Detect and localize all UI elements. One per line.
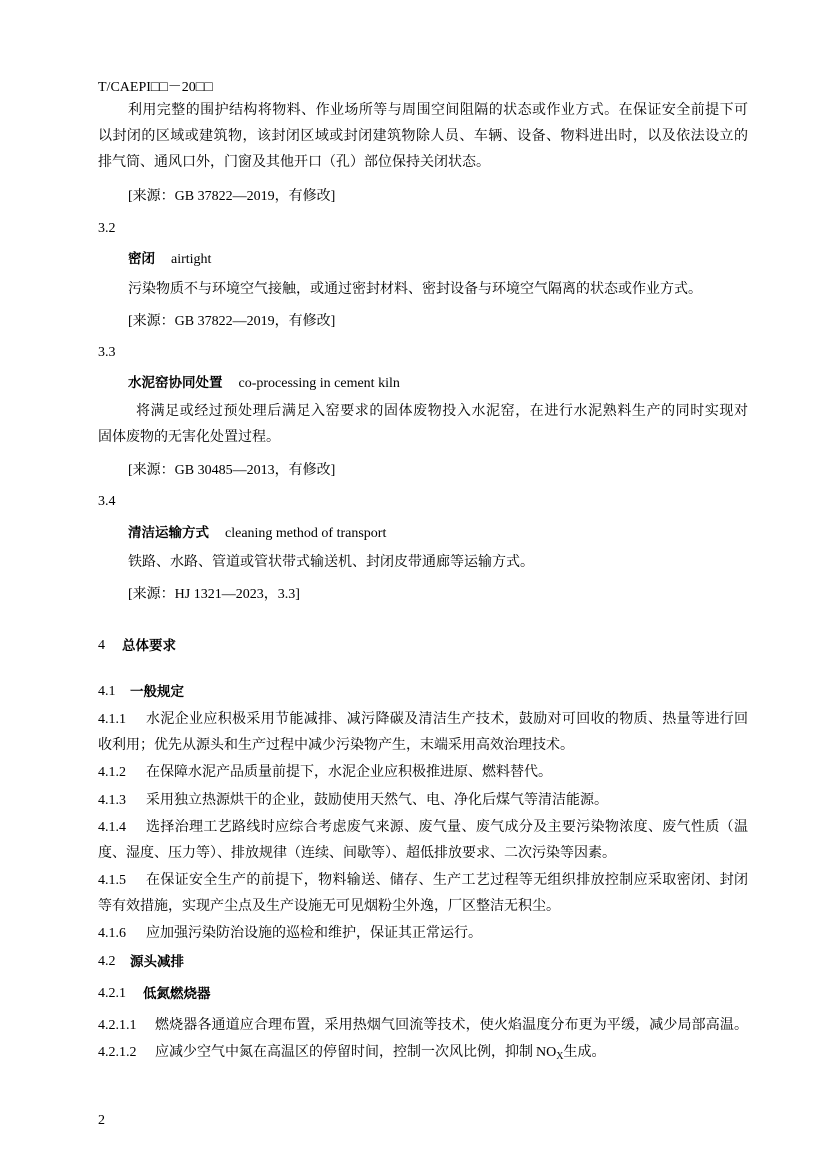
clause-text-before: 应减少空气中氮在高温区的停留时间，控制一次风比例，抑制	[155, 1045, 533, 1060]
clause-text-line: 度、湿度、压力等）、排放规律（连续、间歇等）、超低排放要求、二次污染等因素。	[98, 846, 616, 861]
page-number: 2	[98, 1113, 105, 1128]
source-note: [来源：GB 30485—2013，有修改]	[128, 463, 336, 478]
clause-number: 4.1.4	[98, 820, 126, 835]
definition-line: 以封闭的区域或建筑物，该封闭区域或封闭建筑物除人员、车辆、设备、物料进出时，以及依法设立的	[98, 129, 748, 144]
source-note: [来源：HJ 1321—2023，3.3]	[128, 587, 300, 602]
term-chinese: 水泥窑协同处置	[128, 375, 223, 391]
document-code: T/CAEPI□□－20□□	[98, 80, 213, 95]
clause-text-line: 采用独立热源烘干的企业，鼓励使用天然气、电、净化后煤气等清洁能源。	[146, 793, 608, 808]
source-note: [来源：GB 37822—2019，有修改]	[128, 189, 336, 204]
subsection-title: 低氮燃烧器	[143, 986, 211, 1002]
definition-line: 排气筒、通风口外，门窗及其他开口（孔）部位保持关闭状态。	[98, 155, 490, 170]
term-english: airtight	[171, 252, 212, 267]
clause-text-line: 燃烧器各通道应合理布置，采用热烟气回流等技术，使火焰温度分布更为平缓，减少局部高温。	[155, 1018, 748, 1033]
term-chinese: 密闭	[128, 251, 155, 267]
term-heading	[128, 373, 400, 393]
term-english: cleaning method of transport	[225, 526, 387, 541]
clause-text-line: 应加强污染防治设施的巡检和维护，保证其正常运行。	[146, 926, 482, 941]
source-note: [来源：GB 37822—2019，有修改]	[128, 314, 336, 329]
term-heading	[128, 523, 386, 543]
nox-formula	[536, 1045, 563, 1060]
term-heading	[128, 249, 211, 269]
clause-text-after: 生成。	[563, 1045, 606, 1060]
clause-number: 4.2.1.2	[98, 1045, 137, 1060]
formula-subscript: X	[556, 1051, 564, 1062]
section-number: 4.2	[98, 954, 116, 969]
clause-number: 4.1.3	[98, 793, 126, 808]
term-number: 3.4	[98, 494, 116, 509]
term-chinese: 清洁运输方式	[128, 525, 209, 541]
clause-number: 4.2.1.1	[98, 1018, 137, 1033]
section-title: 一般规定	[130, 684, 184, 700]
clause-text-line: 等有效措施，实现产尘点及生产设施无可见烟粉尘外逸，厂区整洁无积尘。	[98, 899, 560, 914]
definition-line: 铁路、水路、管道或管状带式输送机、封闭皮带通廊等运输方式。	[128, 555, 534, 570]
chapter-number: 4	[98, 638, 105, 653]
definition-line: 污染物质不与环境空气接触，或通过密封材料、密封设备与环境空气隔离的状态或作业方式。	[128, 282, 702, 297]
clause-number: 4.1.5	[98, 873, 126, 888]
chapter-title: 总体要求	[122, 638, 176, 654]
clause-text-line: 在保障水泥产品质量前提下，水泥企业应积极推进原、燃料替代。	[146, 765, 552, 780]
term-english: co-processing in cement kiln	[238, 376, 400, 391]
clause-number: 4.1.6	[98, 926, 126, 941]
term-number: 3.2	[98, 221, 116, 236]
clause-text-line: 在保证安全生产的前提下，物料输送、储存、生产工艺过程等无组织排放控制应采取密闭、封闭	[146, 873, 748, 888]
definition-line: 将满足或经过预处理后满足入窑要求的固体废物投入水泥窑，在进行水泥熟料生产的同时实现对	[136, 404, 748, 419]
subsection-number: 4.2.1	[98, 986, 126, 1001]
clause-number: 4.1.2	[98, 765, 126, 780]
section-title: 源头减排	[130, 954, 184, 970]
clause-number: 4.1.1	[98, 712, 126, 727]
formula-main: NO	[536, 1045, 557, 1060]
clause-text-line: 收利用；优先从源头和生产过程中减少污染物产生，末端采用高效治理技术。	[98, 738, 574, 753]
clause-text-line	[155, 1043, 605, 1063]
term-number: 3.3	[98, 345, 116, 360]
clause-text-line: 水泥企业应积极采用节能减排、减污降碳及清洁生产技术，鼓励对可回收的物质、热量等进行回	[146, 712, 748, 727]
definition-line: 固体废物的无害化处置过程。	[98, 430, 280, 445]
definition-line: 利用完整的围护结构将物料、作业场所等与周围空间阻隔的状态或作业方式。在保证安全前提下可	[128, 103, 748, 118]
clause-text-line: 选择治理工艺路线时应综合考虑废气来源、废气量、废气成分及主要污染物浓度、废气性质（温	[146, 820, 748, 835]
section-number: 4.1	[98, 684, 116, 699]
